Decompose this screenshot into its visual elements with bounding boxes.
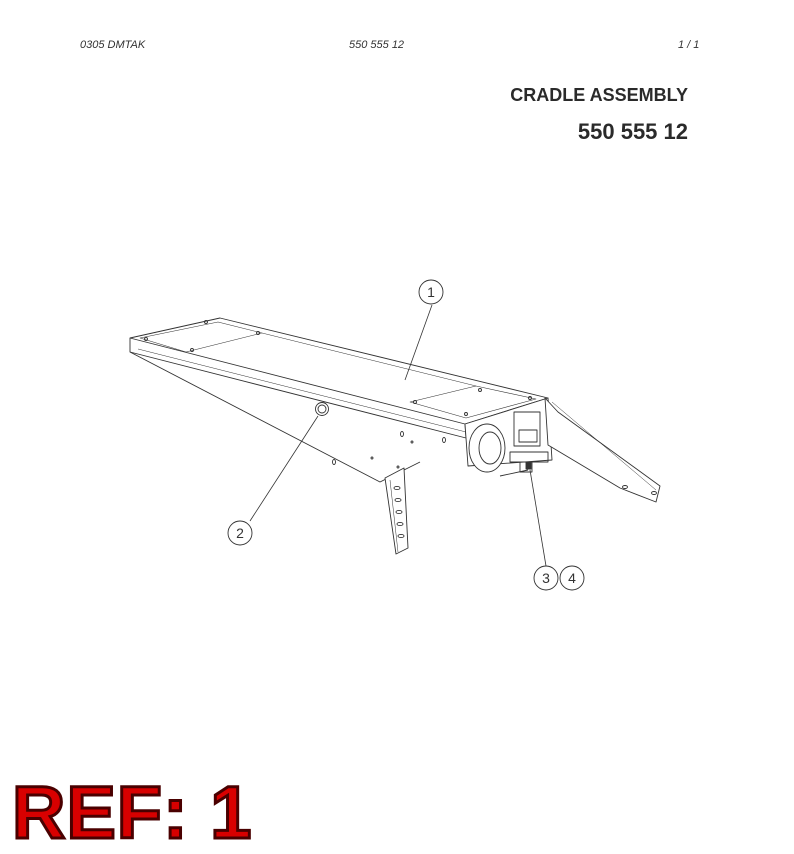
callout-4-label: 4 [568,570,576,586]
header-part-number: 550 555 12 [349,39,405,51]
header-page-number: 1 / 1 [678,39,700,51]
assembly-title: CRADLE ASSEMBLY [510,85,688,105]
leader-3-4 [530,470,546,566]
ref-label: REF: 1 [12,771,253,854]
callout-1-label: 1 [427,284,435,300]
assembly-part-number: 550 555 12 [577,119,688,144]
support-arm [545,398,660,502]
callout-2-label: 2 [236,525,244,541]
hanging-strap [385,468,408,554]
callout-3-label: 3 [542,570,550,586]
header-doc-code: 0305 DMTAK [80,39,146,51]
